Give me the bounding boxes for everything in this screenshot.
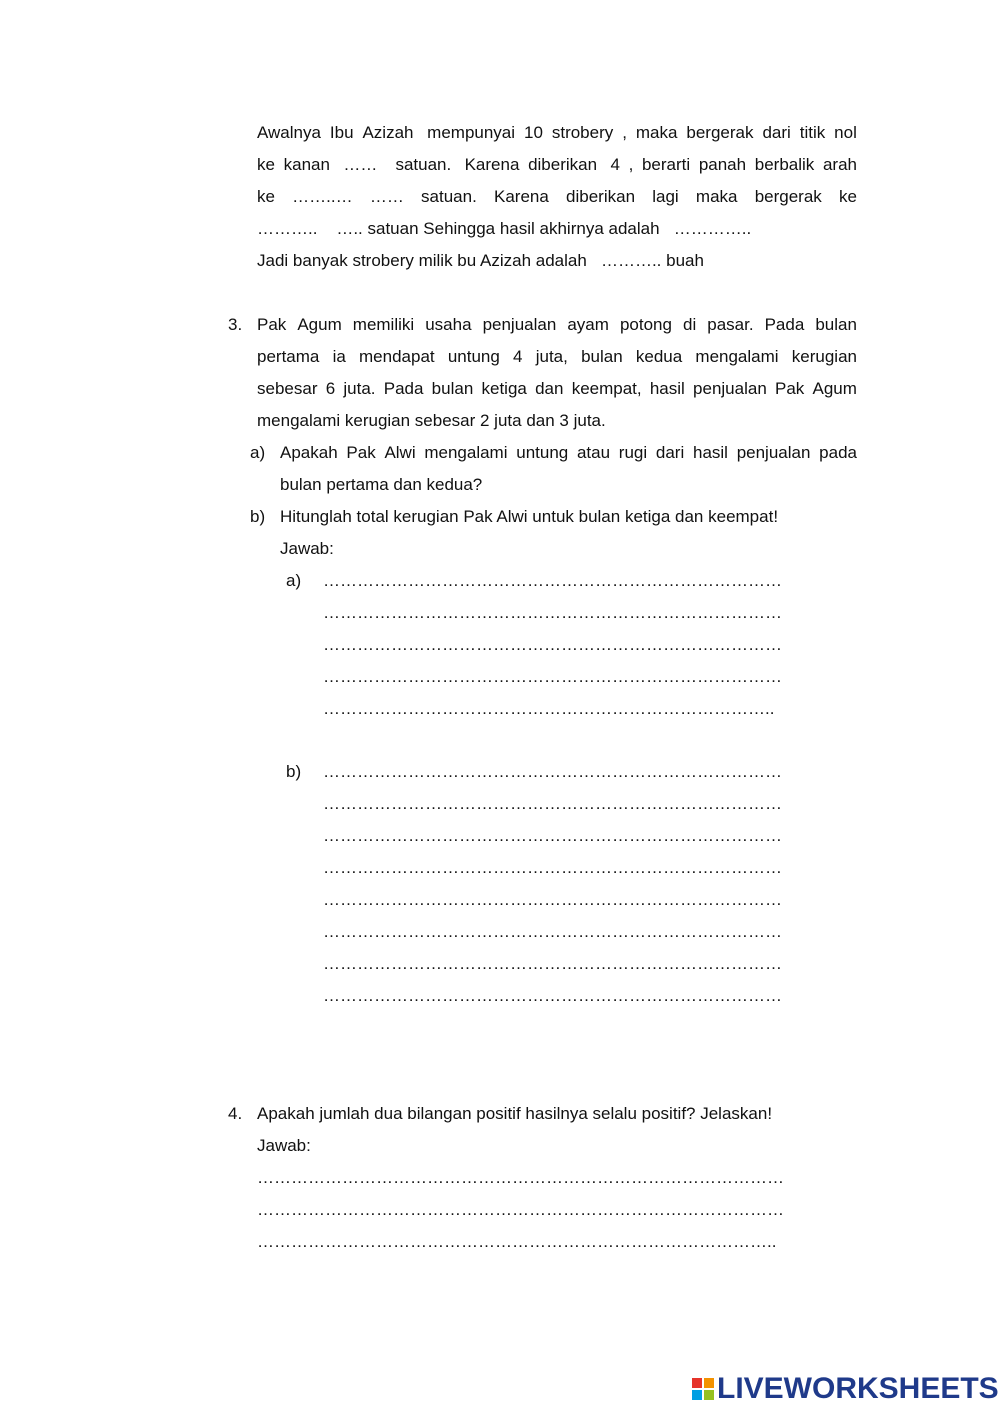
word: ke <box>839 187 857 206</box>
answer-b-dotted-line[interactable]: ……………………………………………………………………… <box>323 826 782 845</box>
word: dari <box>655 443 685 462</box>
brand-name: LIVEWORKSHEETS <box>717 1372 999 1405</box>
word: memiliki <box>352 315 415 334</box>
word: , <box>622 123 627 142</box>
answer-b-dotted-line[interactable]: ……………………………………………………………………… <box>323 954 782 973</box>
q3-jawab: Jawab: <box>280 539 334 558</box>
word: mendapat <box>359 347 435 366</box>
answer-a-dotted-line[interactable]: ……………………………………………………………………… <box>323 667 782 686</box>
word: 10 <box>523 123 543 142</box>
q3-line-1 <box>257 316 857 333</box>
word: Apakah <box>280 443 338 462</box>
word: bulan <box>581 347 623 366</box>
word: satuan. <box>421 187 477 206</box>
answer-a-dotted-line[interactable]: ……………………………………………………………………… <box>323 635 782 654</box>
para2-line-4: ……….. ….. satuan Sehingga hasil akhirnya adalah ………….. <box>257 219 752 238</box>
q4-text: Apakah jumlah dua bilangan positif hasilnya selalu positif? Jelaskan! <box>257 1104 773 1123</box>
logo-cell <box>704 1378 714 1388</box>
word: Pada <box>383 379 424 398</box>
logo-cell <box>692 1390 702 1400</box>
answer-a-dotted-line[interactable]: ……………………………………………………………………… <box>323 603 782 622</box>
answer-a-label: a) <box>286 571 302 590</box>
word: hasil <box>649 379 685 398</box>
word: penjualan <box>482 315 557 334</box>
q3-a-line-2: bulan pertama dan kedua? <box>280 475 483 494</box>
word: di <box>682 315 697 334</box>
word: bergerak <box>686 123 754 142</box>
word: Pada <box>764 315 805 334</box>
logo-cell <box>692 1378 702 1388</box>
word: Karena <box>494 187 549 206</box>
para2-line-2 <box>257 156 857 173</box>
q3-b-line-1: Hitunglah total kerugian Pak Alwi untuk bulan ketiga dan keempat! <box>280 507 779 526</box>
word: bergerak <box>754 187 822 206</box>
word: kanan <box>283 155 330 174</box>
word: dan <box>535 379 564 398</box>
word: lagi <box>652 187 679 206</box>
para2-line-3 <box>257 188 857 205</box>
word: diberikan <box>528 155 598 174</box>
word: Alwi <box>384 443 416 462</box>
word: keempat, <box>571 379 642 398</box>
word: kedua <box>635 347 683 366</box>
q3-number: 3. <box>228 315 243 334</box>
q3-line-2 <box>257 348 857 365</box>
word: penjualan <box>736 443 811 462</box>
answer-b-dotted-line[interactable]: ……………………………………………………………………… <box>323 890 782 909</box>
para2-line-5: Jadi banyak strobery milik bu Azizah adalah ……….. buah <box>257 251 704 270</box>
word: kerugian <box>791 347 857 366</box>
answer-b-dotted-line[interactable]: ……………………………………………………………………… <box>323 858 782 877</box>
word: juta, <box>535 347 568 366</box>
q4-answer-dotted-line[interactable]: ……………………………………………………………………………….. <box>257 1232 777 1251</box>
word: mengalami <box>424 443 508 462</box>
liveworksheets-logo <box>692 1374 999 1404</box>
logo-grid-icon <box>692 1378 714 1400</box>
word: arah <box>822 155 857 174</box>
word: berarti <box>641 155 691 174</box>
q3-a-label: a) <box>250 443 266 462</box>
word: bulan <box>815 315 857 334</box>
q4-answer-dotted-line[interactable]: ………………………………………………………………………………… <box>257 1168 784 1187</box>
answer-b-dotted-line[interactable]: ……………………………………………………………………… <box>323 762 782 781</box>
q3-a-line-1 <box>280 444 857 461</box>
word: untung <box>447 347 500 366</box>
word: Pak <box>346 443 376 462</box>
word: Ibu <box>329 123 354 142</box>
word: mempunyai <box>422 123 516 142</box>
word: hasil <box>692 443 728 462</box>
word: Agum <box>812 379 857 398</box>
answer-b-dotted-line[interactable]: ……………………………………………………………………… <box>323 922 782 941</box>
answer-b-label: b) <box>286 762 302 781</box>
word: mengalami <box>695 347 779 366</box>
word: diberikan <box>566 187 636 206</box>
word: 6 <box>325 379 336 398</box>
word: sebesar <box>257 379 318 398</box>
word: titik <box>799 123 826 142</box>
word: maka <box>635 123 678 142</box>
word: maka <box>695 187 738 206</box>
word: ke <box>257 187 275 206</box>
word: ia <box>332 347 346 366</box>
word: ke <box>257 155 275 174</box>
word: berbalik <box>754 155 815 174</box>
word: ayam <box>567 315 609 334</box>
word: usaha <box>425 315 472 334</box>
word: ketiga <box>481 379 527 398</box>
word: nol <box>834 123 857 142</box>
q3-line-4: mengalami kerugian sebesar 2 juta dan 3 juta. <box>257 411 606 430</box>
word: , <box>628 155 634 174</box>
answer-a-dotted-line[interactable]: …………………………………………………………………….. <box>323 699 775 718</box>
word: 4 <box>605 155 620 174</box>
word: Karena <box>459 155 520 174</box>
word: Pak <box>775 379 805 398</box>
q3-b-label: b) <box>250 507 266 526</box>
answer-b-dotted-line[interactable]: ……………………………………………………………………… <box>323 794 782 813</box>
word: juta. <box>343 379 376 398</box>
word: pasar. <box>707 315 754 334</box>
answer-a-dotted-line[interactable]: ……………………………………………………………………… <box>323 571 782 590</box>
word: Awalnya <box>257 123 321 142</box>
word: pada <box>819 443 857 462</box>
q4-answer-dotted-line[interactable]: ………………………………………………………………………………… <box>257 1200 784 1219</box>
word: bulan <box>431 379 474 398</box>
word: potong <box>619 315 672 334</box>
word: ……..… <box>292 187 353 206</box>
word: Pak <box>257 315 287 334</box>
word: Agum <box>297 315 342 334</box>
para2-line-1 <box>257 124 857 141</box>
word: satuan. <box>386 155 452 174</box>
word: panah <box>698 155 747 174</box>
word: pertama <box>257 347 320 366</box>
word: strobery <box>551 123 614 142</box>
answer-b-dotted-line[interactable]: ……………………………………………………………………… <box>323 986 782 1005</box>
word: …… <box>338 155 378 174</box>
word: penjualan <box>693 379 767 398</box>
q3-line-3 <box>257 380 857 397</box>
logo-cell <box>704 1390 714 1400</box>
word: 4 <box>513 347 523 366</box>
word: …… <box>369 187 404 206</box>
word: atau <box>576 443 611 462</box>
q4-jawab: Jawab: <box>257 1136 311 1155</box>
word: untung <box>516 443 569 462</box>
word: Azizah <box>362 123 414 142</box>
word: dari <box>762 123 791 142</box>
word: rugi <box>618 443 648 462</box>
q4-number: 4. <box>228 1104 243 1123</box>
